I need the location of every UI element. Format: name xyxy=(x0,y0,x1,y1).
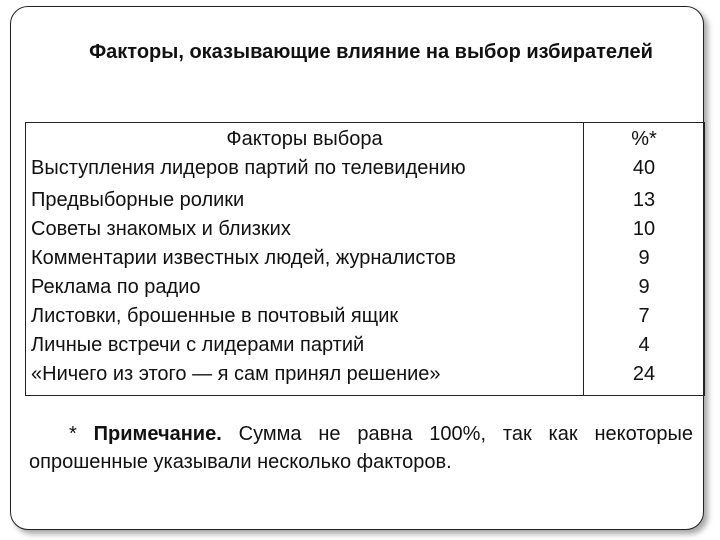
factor-cell: Комментарии известных людей, журналистов xyxy=(31,247,457,269)
percent-cell: 24 xyxy=(632,363,656,385)
table-row xyxy=(26,186,704,215)
factor-cell: Личные встречи с лидерами партий xyxy=(31,334,365,356)
percent-cell: 13 xyxy=(632,189,656,211)
footnote-marker: * xyxy=(69,423,77,445)
percent-cell: 9 xyxy=(638,247,650,269)
percent-cell: 9 xyxy=(638,276,650,298)
factor-cell: Выступления лидеров партий по телевидению xyxy=(31,157,466,179)
header-percent: %* xyxy=(631,128,657,150)
table-row xyxy=(26,154,704,183)
table-row xyxy=(26,331,704,360)
footnote-label: Примечание. xyxy=(93,423,222,445)
factors-table xyxy=(25,122,705,396)
factor-cell: Советы знакомых и близких xyxy=(31,218,291,240)
table-row xyxy=(26,302,704,331)
factor-cell: Предвыборные ролики xyxy=(31,189,245,211)
percent-cell: 4 xyxy=(638,334,650,356)
percent-cell: 7 xyxy=(638,305,650,327)
factor-cell: Листовки, брошенные в почтовый ящик xyxy=(31,305,399,327)
factor-cell: Реклама по радио xyxy=(31,276,201,298)
table-header-row xyxy=(26,125,704,154)
footnote xyxy=(29,420,693,476)
factor-cell: «Ничего из этого — я сам принял решение» xyxy=(31,363,441,385)
header-factor: Факторы выбора xyxy=(226,128,383,150)
table-row xyxy=(26,244,704,273)
percent-cell: 40 xyxy=(632,157,656,179)
table-row xyxy=(26,273,704,302)
table-row xyxy=(26,215,704,244)
footnote-text: Сумма не равна 100%, так как некоторые опрошенные указывали несколько факторов. xyxy=(29,423,693,473)
table-row xyxy=(26,360,704,389)
slide xyxy=(10,6,704,530)
slide-title: Факторы, оказывающие влияние на выбор избирателей xyxy=(89,41,653,63)
percent-cell: 10 xyxy=(632,218,656,240)
